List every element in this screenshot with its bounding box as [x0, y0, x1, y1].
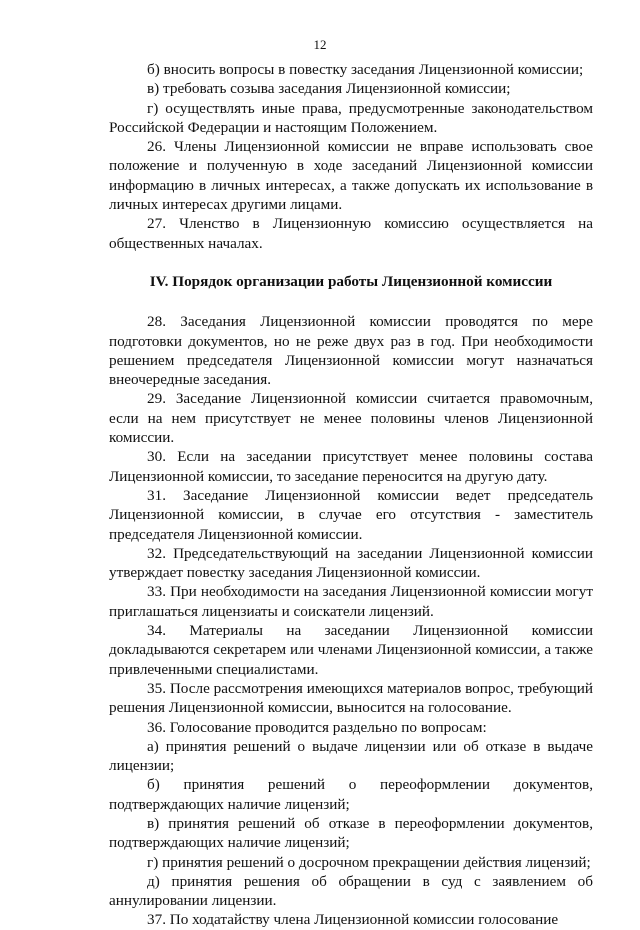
- paragraph-31: 31. Заседание Лицензионной комиссии ведет председатель Лицензионной комиссии, в случае его отсутствия - заместитель председателя Лицензионной комиссии.: [109, 486, 593, 543]
- paragraph-25g: г) осуществлять иные права, предусмотренные законодательством Российской Федерации и настоящим Положением.: [109, 99, 593, 136]
- page-number: 12: [313, 37, 327, 52]
- paragraph-28: 28. Заседания Лицензионной комиссии проводятся по мере подготовки документов, но не реже двух раз в год. При необходимости решением председателя Лицензионной комиссии могут назначаться внеочередные заседания.: [109, 313, 593, 389]
- section-heading: IV. Порядок организации работы Лицензионной комиссии: [149, 272, 553, 290]
- paragraph-36a: а) принятия решений о выдаче лицензии или об отказе в выдаче лицензии;: [109, 737, 593, 775]
- paragraph-30: 30. Если на заседании присутствует менее половины состава Лицензионной комиссии, то заседание переносится на другую дату.: [109, 448, 593, 485]
- paragraph-36v: в) принятия решений об отказе в переоформлении документов, подтверждающих наличие лицензий;: [109, 814, 593, 852]
- paragraph-33: 33. При необходимости на заседания Лицензионной комиссии могут приглашаться лицензиаты и соискатели лицензий.: [109, 583, 593, 620]
- paragraph-37: 37. По ходатайству члена Лицензионной комиссии голосование: [147, 911, 559, 929]
- paragraph-36g: г) принятия решений о досрочном прекращении действия лицензий;: [147, 853, 591, 871]
- paragraph-35: 35. После рассмотрения имеющихся материалов вопрос, требующий решения Лицензионной комиссии, выносится на голосование.: [109, 679, 593, 717]
- paragraph-36b: б) принятия решений о переоформлении документов, подтверждающих наличие лицензий;: [109, 776, 593, 813]
- paragraph-32: 32. Председательствующий на заседании Лицензионной комиссии утверждает повестку заседания Лицензионной комиссии.: [109, 544, 593, 582]
- paragraph-26: 26. Члены Лицензионной комиссии не вправе использовать свое положение и полученную в ходе заседаний Лицензионной комиссии информацию в личных интересах, а также допускать их использование в личных интересах другими лицами.: [109, 138, 593, 214]
- paragraph-36d: д) принятия решения об обращении в суд с заявлением об аннулировании лицензии.: [109, 872, 593, 910]
- paragraph-25v: в) требовать созыва заседания Лицензионной комиссии;: [147, 80, 511, 98]
- paragraph-34: 34. Материалы на заседании Лицензионной комиссии докладываются секретарем или членами Лицензионной комиссии, а также привлеченными специалистами.: [109, 622, 593, 678]
- document-body: [109, 60, 593, 930]
- paragraph-25b: б) вносить вопросы в повестку заседания Лицензионной комиссии;: [147, 61, 584, 78]
- paragraph-27: 27. Членство в Лицензионную комиссию осуществляется на общественных началах.: [109, 215, 593, 252]
- paragraph-36: 36. Голосование проводится раздельно по вопросам:: [147, 718, 487, 736]
- paragraph-29: 29. Заседание Лицензионной комиссии считается правомочным, если на нем присутствует не менее половины членов Лицензионной комиссии.: [109, 390, 593, 447]
